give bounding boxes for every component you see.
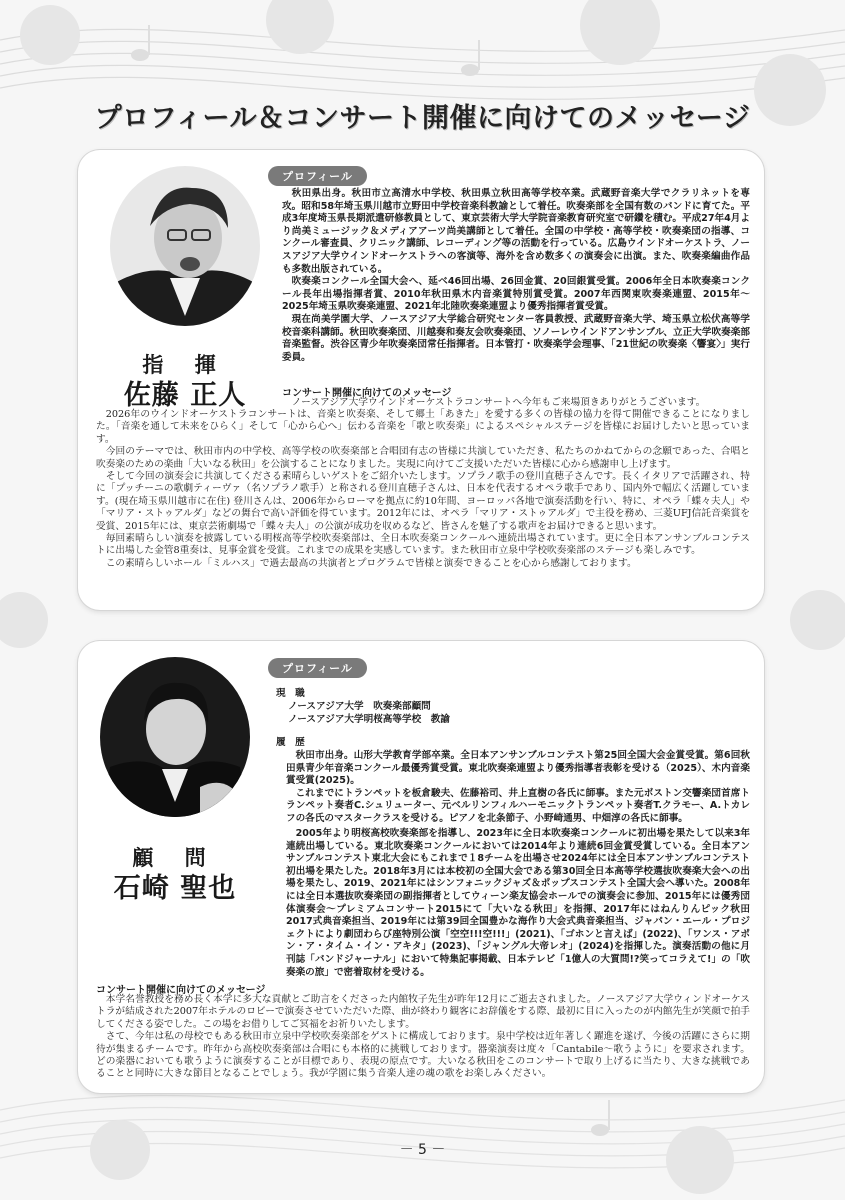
advisor-profile-label: プロフィール — [268, 658, 367, 678]
advisor-message-paragraph: 本学名誉教授を務め長く本学に多大な貢献とご助言をくださった内館牧子先生が昨年12月にご逝去されました。ノースアジア大学ウィンドオーケストラが結成された2007年ホテルのロビーで演奏させていただいた際、曲が終わり観客にお辞儀をする際、最初に目に入ったのが内館先生が笑顔で拍手してくださる姿でした。この場をお借りしてご冥福をお祈りいたします。 — [96, 994, 750, 1030]
advisor-name: 石崎 聖也 — [113, 873, 237, 904]
conductor-profile-paragraph: 秋田県出身。秋田市立高清水中学校、秋田県立秋田高等学校卒業。武蔵野音楽大学でクラリネットを専攻。昭和58年埼玉県川越市立野田中学校音楽科教諭として着任。吹奏楽部を全国有数のバンドに育てた。平成3年度埼玉県長期派遣研修教員として、東京芸術大学大学院音楽教育研究室で研鑽を積む。平成27年4月より尚美ミュージック＆メディアアーツ尚美講師として着任。全国の中学校・高等学校・吹奏楽団の指導、コンクール審査員、クリニック講師、レコーディング等の活動を行っている。広島ウインドオーケストラ、ノースアジア大学ウインドオーケストラへの客演等、海外を含め数多くの演奏会に出演。また、吹奏楽編曲作品も多数出版されている。 — [282, 188, 751, 275]
advisor-history-paragraph: 2005年より明桜高校吹奏楽部を指導し、2023年に全日本吹奏楽コンクールに初出場を果たして以来3年連続出場している。東北吹奏楽コンクールにおいては2014年より連続6回金賞受賞している。全日本アンサンブルコンテスト東北大会にもこれまで１8チームを出場させ2024年には全日本アンサンブルコンテスト初出場を果たした。2018年3月には本校初の全国大会である第30回全日本高等学校選抜吹奏楽大会への出場を果たし、2019、2021年にはシンフォニックジャズ＆ポップスコンテスト全国大会へ導いた。2008年には全日本選抜吹奏楽団の副指揮者としてウィーン楽友協会ホールでの演奏会に参加、2015年には優秀団体演奏会～プレミアムコンサート2015にて「大いなる秋田」を指揮、2017年にはねんりんピック秋田2017式典音楽担当、2019年には第39回全国豊かな海作り大会式典音楽担当、ジャパン・エール・プロジェクトにより劇団わらび座特別公演「空空!!!空!!!」(2021)、「ゴホンと言えば」(2022)、「ワンス・アポン・ア・タイム・イン・アキタ」(2023)、「ジャングル大帝レオ」(2024)を指揮した。演奏活動の他に月刊誌「バンドジャーナル」において特集記事掲載、日本テレビ「1億人の大質問!?笑ってコラえて!」の「吹奏楽の旅」で密着取材を受ける。 — [286, 828, 750, 978]
advisor-history-continued — [96, 828, 750, 979]
conductor-message-paragraph: 2026年のウインドオーケストラコンサートは、音楽と吹奏楽、そして郷土「あきた」を愛する多くの皆様の協力を得て開催できることになりました。「音楽を通して未来をひらく」そして「心から心へ」伝わる音楽を「歌と吹奏楽」によるスペシャルステージを皆様にお届けしたいと思っています。 — [96, 409, 750, 445]
advisor-current-label-text: 現 職 — [276, 688, 305, 699]
conductor-profile-paragraph: 吹奏楽コンクール全国大会へ、延べ46回出場、26回金賞、20回銀賞受賞。2006年全日本吹奏楽コンクール長年出場指揮者賞、2010年秋田県木内音楽賞特別賞受賞。2007年西関東吹奏楽連盟、2015年～2025年埼玉県吹奏楽連盟、2021年北陸吹奏楽連盟より優秀指揮者賞受賞。 — [282, 276, 750, 313]
page-title: プロフィール＆コンサート開催に向けてのメッセージ — [94, 103, 751, 134]
conductor-message-heading: コンサート開催に向けてのメッセージ — [282, 388, 452, 399]
advisor-current-position: ノースアジア大学明桜高等学校 教諭 — [288, 713, 450, 725]
advisor-message-heading: コンサート開催に向けてのメッセージ — [96, 985, 266, 996]
conductor-name: 佐藤 正人 — [123, 380, 247, 411]
conductor-profile-paragraph: 現在尚美学園大学、ノースアジア大学総合研究センター客員教授、武蔵野音楽大学、埼玉県立松伏高等学校音楽科講師。秋田吹奏楽団、川越奏和奏友会吹奏楽団、ソノーレウインドアンサンブル、立正大学吹奏楽部音楽監督。渋谷区青少年吹奏楽団常任指揮者。日本管打・吹奏楽学会理事、「21世紀の吹奏楽〈響宴〉」実行委員。 — [282, 313, 750, 363]
advisor-role: 顧 問 — [132, 845, 218, 870]
conductor-message-paragraph: 毎回素晴らしい演奏を披露している明桜高等学校吹奏楽部は、全日本吹奏楽コンクールへ連続出場されています。更に全日本アンサンブルコンテストに出場した金管8重奏は、見事金賞を受賞。これまでの成果を実感しています。また秋田市立泉中学校吹奏楽部のステージも楽しみです。 — [96, 533, 750, 557]
page-number: － 5 － — [399, 1142, 446, 1158]
conductor-message-intro — [282, 397, 750, 409]
conductor-role: 指 揮 — [142, 352, 228, 377]
conductor-message-paragraph: 今回のテーマでは、秋田市内の中学校、高等学校の吹奏楽部と合唱団有志の皆様に共演していただき、私たちのかねてからの念願であった、合唱と吹奏楽のための楽曲「大いなる秋田」を公演することになりました。実現に向けてご支援いただいた皆様に心から感謝申し上げます。 — [96, 446, 750, 470]
advisor-history-paragraph: 秋田市出身。山形大学教育学部卒業。全日本アンサンブルコンテスト第25回全国大会金賞受賞。第6回秋田県青少年音楽コンクール最優秀賞受賞。東北吹奏楽連盟より優秀指導者表彰を受ける（2025）、木内音楽賞受賞(2025)。 — [286, 750, 750, 787]
advisor-portrait — [100, 657, 250, 817]
advisor-message-paragraph: さて、今年は私の母校でもある秋田市立泉中学校吹奏楽部をゲストに構成しております。泉中学校は近年著しく躍進を遂げ、今後の活躍にさらに期待が集まるチームです。昨年から高校吹奏楽部は合唱にも本格的に挑戦しております。器楽演奏は度々「Cantabile～歌うように」を要求されます。どの楽器においても歌うように演奏することが目標であり、表現の原点です。大いなる秋田をこのコンサートで取り上げるに当たり、大きな挑戦であることと同時に大きな節目となることでしょう。我が学園に集う音楽人達の魂の歌をお楽しみください。 — [96, 1031, 750, 1080]
conductor-profile-text — [282, 188, 750, 364]
advisor-current-label — [276, 688, 336, 701]
advisor-history-label-text: 履 歴 — [276, 737, 305, 748]
conductor-portrait — [110, 166, 260, 326]
advisor-history-text — [286, 750, 750, 826]
conductor-message-paragraph: この素晴らしいホール「ミルハス」で過去最高の共演者とプログラムで皆様と演奏できることを心から感謝しております。 — [105, 557, 637, 569]
advisor-history-paragraph: これまでにトランペットを板倉駿夫、佐藤裕司、井上直樹の各氏に師事。また元ボストン交響楽団首席トランペット奏者C.シュリューター、元ベルリンフィルハーモニックトランペット奏者T.クラモー、A.トカレフの各氏のマスタークラスを受ける。ピアノを北条節子、小野崎通男、中畑淳の各氏に師事。 — [286, 787, 750, 824]
conductor-message-body — [96, 409, 750, 570]
conductor-profile-label: プロフィール — [268, 166, 367, 186]
advisor-current-position: ノースアジア大学 吹奏楽部顧問 — [288, 701, 431, 712]
conductor-message-paragraph: そして今回の演奏会に共演してくださる素晴らしいゲストをご紹介いたします。ソプラノ歌手の登川直穂子さんです。長くイタリアで活躍され、特に「プッチーニの歌劇ティーヴァ（名ソプラノ歌手）と称される登川直穂子さんは、日本を代表するオペラ歌手であり、国内外で幅広く活躍しています。(現在埼玉県川越市に在住) 登川さんは、2006年からローマを拠点に約10年間、ヨーロッパ各地で演奏活動を行い、特に、オペラ「蝶々夫人」や「マリア・ストゥアルダ」などの舞台で高い評価を得ています。2012年には、オペラ「マリア・ストゥアルダ」で主役を務め、三菱UFJ信託音楽賞を受賞、2015年には、東京芸術劇場で「蝶々夫人」の公演が成功を収めるなど、皆さんを魅了する歌声をお届けできると思います。 — [96, 471, 750, 532]
advisor-current-positions — [288, 701, 728, 726]
advisor-history-label — [276, 737, 336, 750]
advisor-message-body — [96, 994, 750, 1081]
conductor-message-paragraph: ノースアジア大学ウインドオーケストラコンサートへ今年もご来場頂きありがとうございます。 — [291, 397, 706, 408]
